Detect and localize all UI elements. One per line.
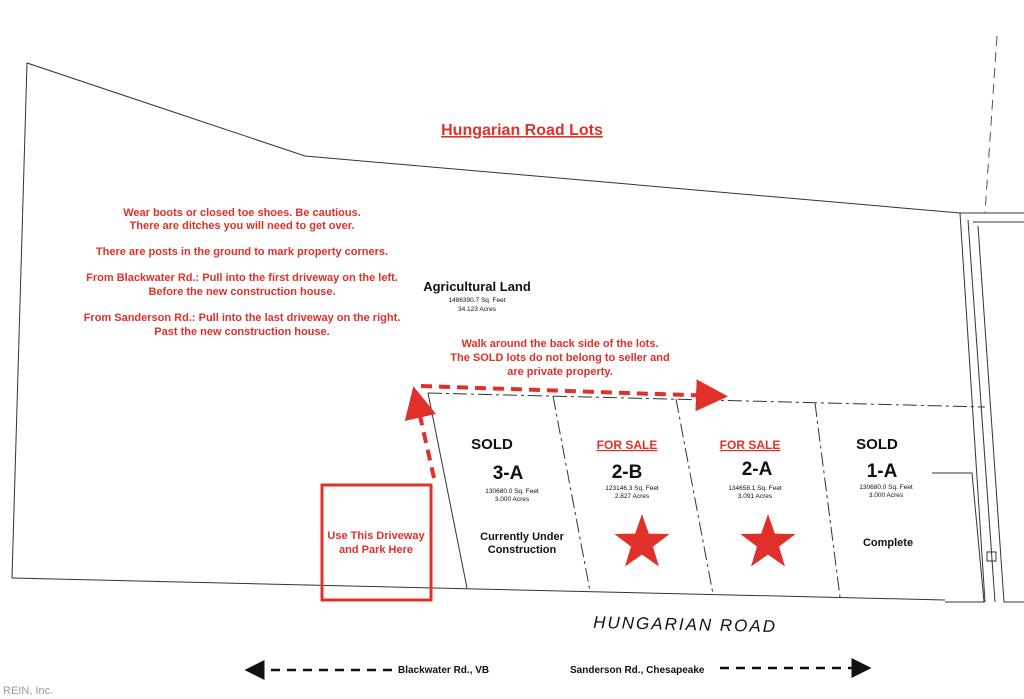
lot-sqft: 130680.0 Sq. Feet [859,484,913,491]
for-sale-star-icon [614,514,669,567]
agricultural-land-sqft: 1486390.7 Sq. Feet [448,297,506,304]
map-title: Hungarian Road Lots [441,122,603,139]
lot-note: Currently Under [480,531,564,543]
lot-sqft: 123146.3 Sq. Feet [605,485,659,492]
lot-line-3a-2b [553,396,590,591]
direction-left-label: Blackwater Rd., VB [398,665,490,676]
instruction-line: There are posts in the ground to mark property corners. [95,246,389,258]
lot-id: 3-A [492,463,524,484]
lot-line-2a-1a [815,403,840,597]
walk-note-line: The SOLD lots do not belong to seller and [450,352,670,364]
lot-note: Construction [487,544,557,556]
driveway-note-line: Use This Driveway [327,530,425,542]
direction-right-label: Sanderson Rd., Chesapeake [570,665,705,676]
lot-line-3a-west [428,393,467,588]
lot-sqft: 130680.0 Sq. Feet [485,488,539,495]
lot-id: 1-A [866,461,898,482]
lot-status: FOR SALE [596,438,658,452]
lot-acres: 2.827 Acres [614,493,650,500]
lot-1a [856,436,913,549]
lot-2a [720,438,796,567]
lot-acres: 3.000 Acres [494,496,530,503]
lot-id: 2-B [611,462,643,483]
right-boundary-dash [985,36,997,213]
lot-line-2b-2a [676,399,713,594]
lot-status: SOLD [856,436,898,453]
lot-sqft: 134658.1 Sq. Feet [728,485,782,492]
lots-rear-line [428,393,985,407]
lot-3a [471,436,564,556]
neighbor-parcel [932,473,984,602]
instruction-line: Past the new construction house. [154,326,330,338]
road-name: HUNGARIAN ROAD [593,612,778,637]
instructions [84,207,401,338]
road-edge-line [12,578,945,600]
lot-note: Complete [862,537,914,549]
lot-2b [597,438,670,567]
instruction-line: From Sanderson Rd.: Pull into the last driveway on the right. [83,312,401,324]
driveway-box [322,485,431,600]
agricultural-land-acres: 34.123 Acres [458,306,496,313]
lot-acres: 3.091 Acres [737,493,773,500]
watermark: REIN, Inc. [3,685,54,697]
instruction-line: Wear boots or closed toe shoes. Be cautious. [123,207,361,219]
lot-acres: 3.000 Acres [868,492,904,499]
lot-status: FOR SALE [719,438,781,452]
agricultural-land-label: Agricultural Land [423,279,531,294]
instruction-line: There are ditches you will need to get over. [129,220,355,232]
instruction-line: Before the new construction house. [148,286,336,298]
for-sale-star-icon [740,514,795,567]
lot-id: 2-A [741,459,773,480]
walk-note-line: are private property. [507,366,613,378]
walk-note-line: Walk around the back side of the lots. [461,338,659,350]
instruction-line: From Blackwater Rd.: Pull into the first driveway on the left. [86,272,398,284]
lot-status: SOLD [471,436,513,453]
driveway-note-line: and Park Here [339,544,413,556]
walk-path-arrow-horizontal [421,386,716,396]
